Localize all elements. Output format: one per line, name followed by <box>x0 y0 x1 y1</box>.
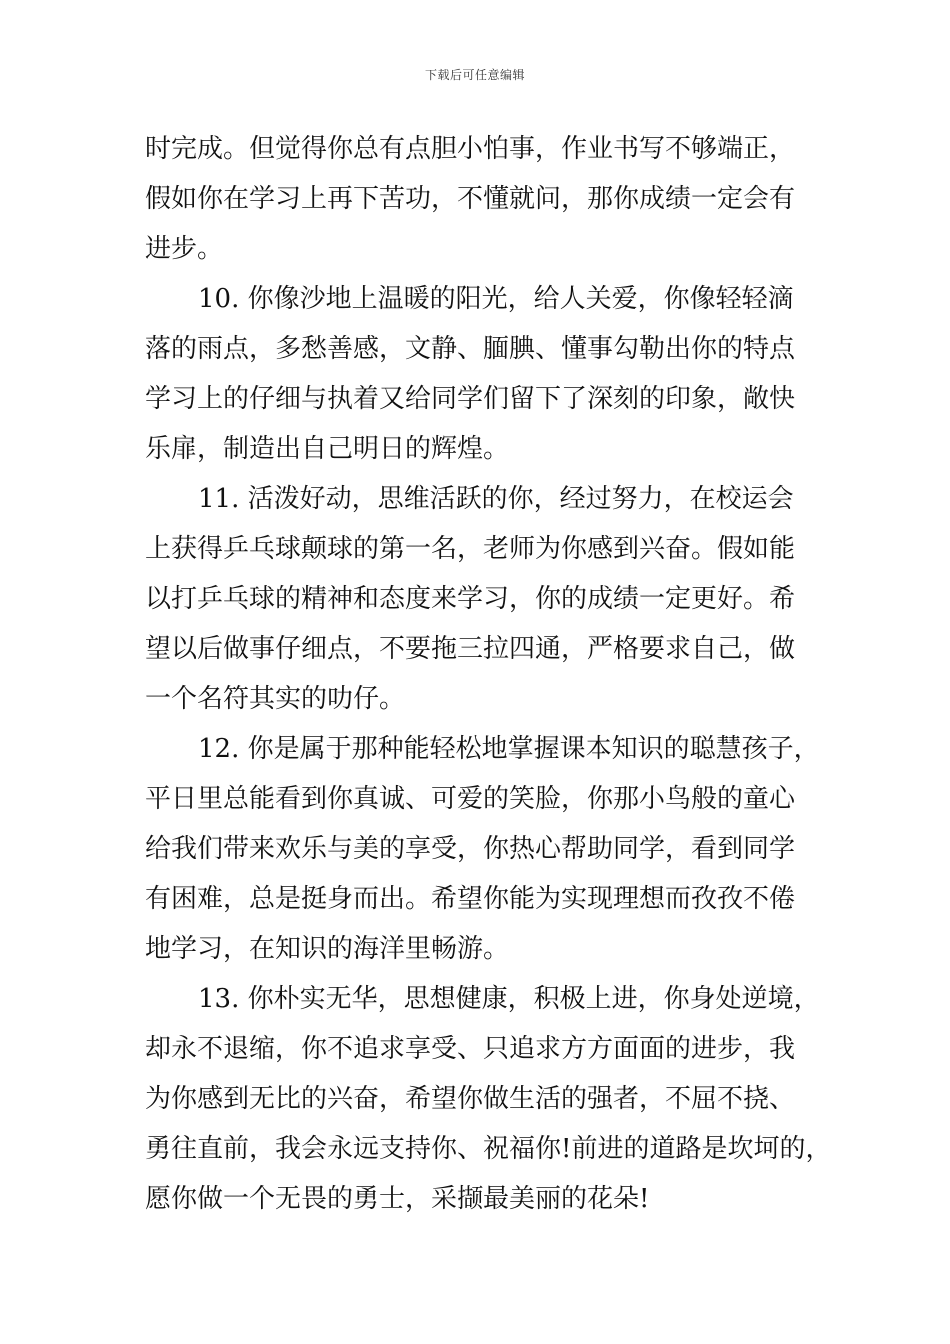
paragraph-continuation <box>145 124 810 274</box>
text-line: 10. 你像沙地上温暖的阳光，给人关爱，你像轻轻滴 <box>198 284 794 314</box>
text-line: 落的雨点，多愁善感，文静、腼腆、懂事勾勒出你的特点 <box>145 334 796 364</box>
text-line: 一个名符其实的叻仔。 <box>145 684 406 714</box>
document-body <box>145 124 832 1224</box>
text-line: 勇往直前，我会永远支持你、祝福你!前进的道路是坎坷的， <box>145 1134 832 1164</box>
text-line: 给我们带来欢乐与美的享受，你热心帮助同学，看到同学 <box>145 834 796 864</box>
paragraph-item-13 <box>145 974 832 1224</box>
text-line: 12. 你是属于那种能轻松地掌握课本知识的聪慧孩子， <box>198 734 820 764</box>
paragraph-item-11 <box>145 474 810 724</box>
text-line: 假如你在学习上再下苦功，不懂就问，那你成绩一定会有 <box>145 184 796 214</box>
text-line: 为你感到无比的兴奋，希望你做生活的强者，不屈不挠、 <box>145 1084 796 1114</box>
text-line: 上获得乒乓球颠球的第一名，老师为你感到兴奋。假如能 <box>145 534 796 564</box>
text-line: 有困难，总是挺身而出。希望你能为实现理想而孜孜不倦 <box>145 884 796 914</box>
text-line: 却永不退缩，你不追求享受、只追求方方面面的进步，我 <box>145 1034 796 1064</box>
text-line: 乐扉，制造出自己明日的辉煌。 <box>145 434 510 464</box>
text-line: 13. 你朴实无华，思想健康，积极上进，你身处逆境， <box>198 984 820 1014</box>
text-line: 时完成。但觉得你总有点胆小怕事，作业书写不够端正， <box>145 134 796 164</box>
paragraph-item-12 <box>145 724 820 974</box>
page-header: 下载后可任意编辑 <box>424 68 525 82</box>
text-line: 11. 活泼好动，思维活跃的你，经过努力，在校运会 <box>198 484 794 514</box>
text-line: 望以后做事仔细点，不要拖三拉四通，严格要求自己，做 <box>145 634 796 664</box>
text-line: 地学习，在知识的海洋里畅游。 <box>145 934 510 964</box>
text-line: 进步。 <box>145 234 224 264</box>
text-line: 平日里总能看到你真诚、可爱的笑脸，你那小鸟般的童心 <box>145 784 796 814</box>
text-line: 以打乒乓球的精神和态度来学习，你的成绩一定更好。希 <box>145 584 796 614</box>
paragraph-item-10 <box>145 274 810 474</box>
text-line: 愿你做一个无畏的勇士，采撷最美丽的花朵! <box>145 1184 650 1214</box>
text-line: 学习上的仔细与执着又给同学们留下了深刻的印象，敞快 <box>145 384 796 414</box>
